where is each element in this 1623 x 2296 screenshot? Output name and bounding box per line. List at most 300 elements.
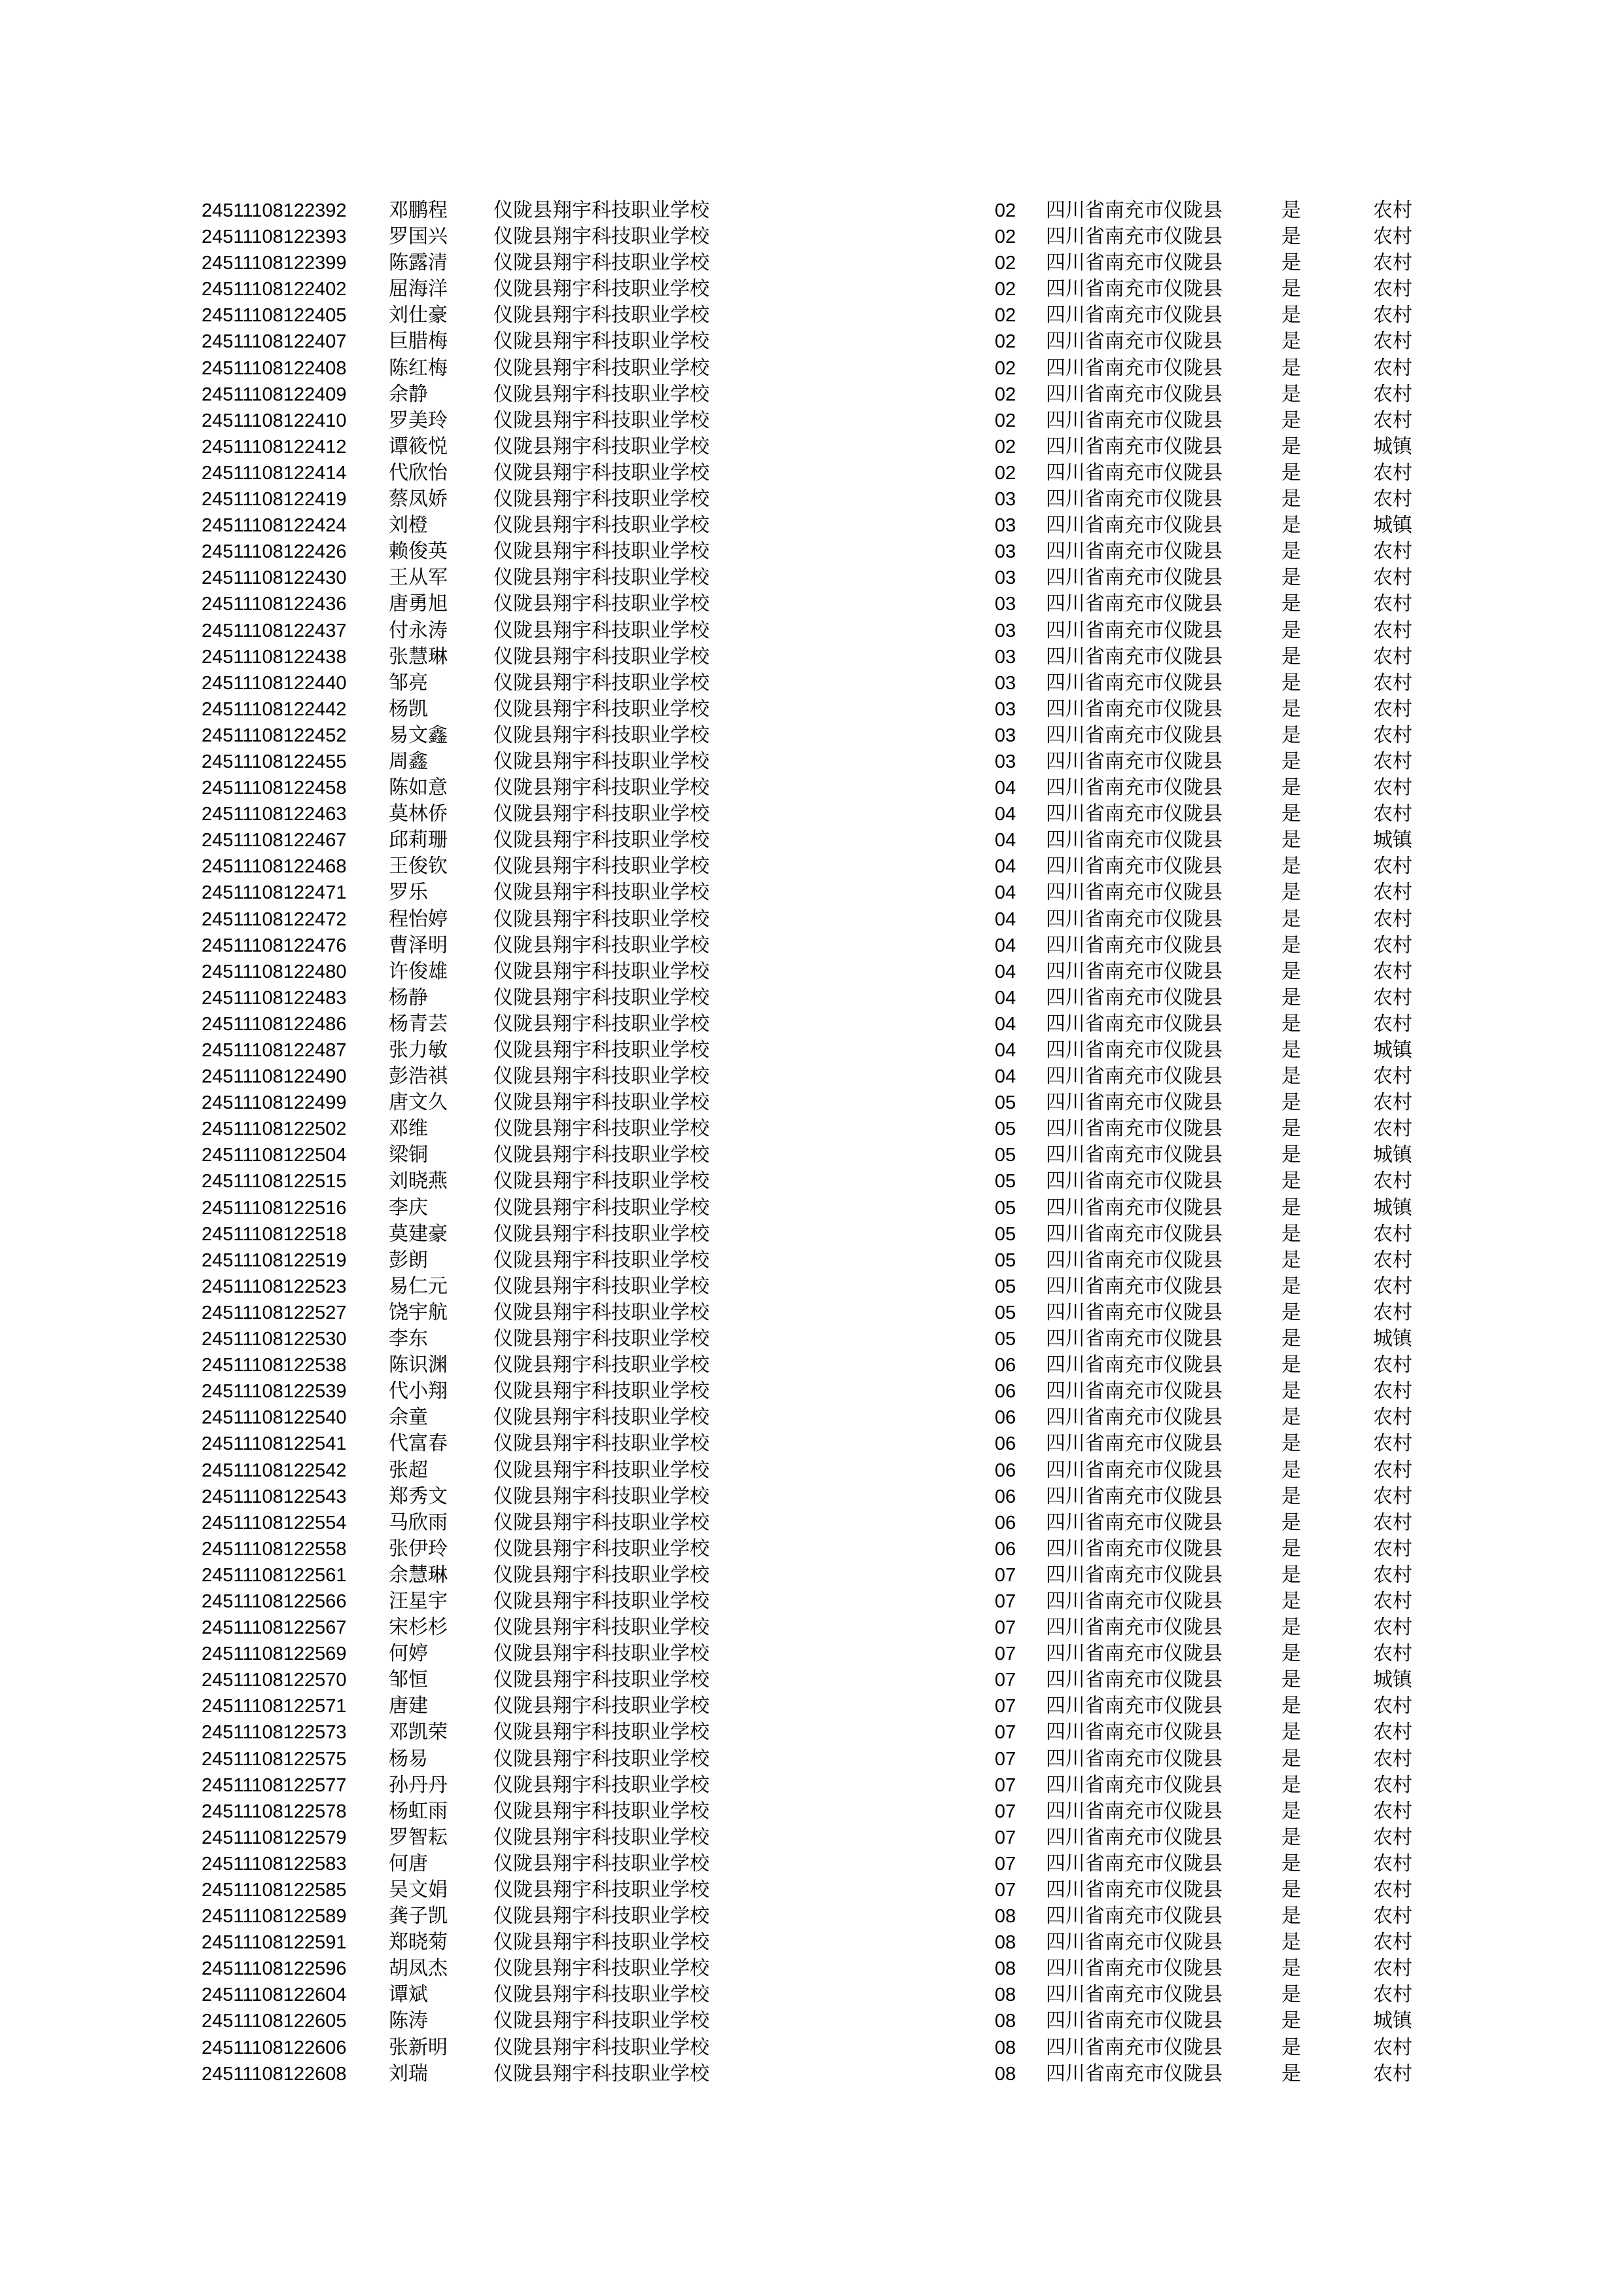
student-name: 邓维 [389, 1117, 428, 1141]
student-id: 24511108122419 [202, 489, 347, 511]
eligibility-flag: 是 [1281, 225, 1301, 249]
household-type: 农村 [1373, 1957, 1412, 1981]
student-name: 谭筱悦 [389, 435, 448, 458]
eligibility-flag: 是 [1281, 1039, 1301, 1062]
student-id: 24511108122539 [202, 1381, 347, 1403]
student-name: 赖俊英 [389, 540, 448, 564]
household-type: 农村 [1373, 1511, 1412, 1534]
student-name: 唐勇旭 [389, 592, 448, 616]
student-name: 巨腊梅 [389, 330, 448, 353]
student-name: 胡凤杰 [389, 1957, 448, 1981]
student-id: 24511108122426 [202, 541, 347, 563]
household-type: 农村 [1373, 1616, 1412, 1640]
student-id: 24511108122414 [202, 462, 347, 484]
table-row [202, 565, 1419, 591]
household-address: 四川省南充市仪陇县 [1046, 461, 1222, 484]
table-row [202, 1037, 1419, 1064]
student-name: 唐文久 [389, 1091, 448, 1115]
household-type: 农村 [1373, 251, 1412, 275]
class-number: 04 [995, 804, 1016, 825]
eligibility-flag: 是 [1281, 1773, 1301, 1797]
school-name: 仪陇县翔宇科技职业学校 [493, 2009, 709, 2033]
household-address: 四川省南充市仪陇县 [1046, 1354, 1222, 1377]
student-id: 24511108122569 [202, 1643, 347, 1665]
school-name: 仪陇县翔宇科技职业学校 [493, 251, 709, 275]
class-number: 02 [995, 279, 1016, 300]
student-id: 24511108122409 [202, 384, 347, 405]
school-name: 仪陇县翔宇科技职业学校 [493, 304, 709, 327]
student-id: 24511108122540 [202, 1407, 347, 1429]
class-number: 05 [995, 1249, 1016, 1271]
student-name: 郑秀文 [389, 1484, 448, 1508]
household-address: 四川省南充市仪陇县 [1046, 907, 1222, 931]
eligibility-flag: 是 [1281, 1091, 1301, 1115]
household-address: 四川省南充市仪陇县 [1046, 488, 1222, 511]
school-name: 仪陇县翔宇科技职业学校 [493, 1327, 709, 1351]
household-type: 农村 [1373, 960, 1412, 983]
class-number: 02 [995, 305, 1016, 327]
household-address: 四川省南充市仪陇县 [1046, 2009, 1222, 2033]
class-number: 07 [995, 1564, 1016, 1586]
student-name: 张超 [389, 1458, 428, 1482]
school-name: 仪陇县翔宇科技职业学校 [493, 592, 709, 616]
table-row [202, 1799, 1419, 1825]
student-id: 24511108122405 [202, 305, 347, 327]
household-type: 农村 [1373, 330, 1412, 353]
table-row [202, 1274, 1419, 1300]
student-id: 24511108122393 [202, 226, 347, 248]
household-address: 四川省南充市仪陇县 [1046, 723, 1222, 747]
student-name: 郑晓菊 [389, 1931, 448, 1954]
household-address: 四川省南充市仪陇县 [1046, 881, 1222, 905]
student-name: 易文鑫 [389, 723, 448, 747]
eligibility-flag: 是 [1281, 2009, 1301, 2033]
household-type: 农村 [1373, 2062, 1412, 2085]
eligibility-flag: 是 [1281, 1983, 1301, 2007]
school-name: 仪陇县翔宇科技职业学校 [493, 1589, 709, 1613]
household-type: 农村 [1373, 1905, 1412, 1928]
class-number: 05 [995, 1092, 1016, 1114]
student-name: 唐建 [389, 1695, 428, 1718]
eligibility-flag: 是 [1281, 1589, 1301, 1613]
household-type: 农村 [1373, 1274, 1412, 1298]
school-name: 仪陇县翔宇科技职业学校 [493, 1563, 709, 1587]
school-name: 仪陇县翔宇科技职业学校 [493, 1012, 709, 1035]
household-type: 城镇 [1373, 1143, 1412, 1167]
class-number: 03 [995, 751, 1016, 772]
school-name: 仪陇县翔宇科技职业学校 [493, 776, 709, 800]
eligibility-flag: 是 [1281, 1511, 1301, 1534]
household-address: 四川省南充市仪陇县 [1046, 1380, 1222, 1403]
class-number: 08 [995, 2037, 1016, 2058]
table-row [202, 382, 1419, 408]
student-name: 汪星宇 [389, 1589, 448, 1613]
class-number: 04 [995, 935, 1016, 956]
household-type: 农村 [1373, 723, 1412, 747]
household-type: 农村 [1373, 1065, 1412, 1088]
household-address: 四川省南充市仪陇县 [1046, 1799, 1222, 1823]
household-address: 四川省南充市仪陇县 [1046, 1170, 1222, 1193]
table-row [202, 1772, 1419, 1799]
student-id: 24511108122436 [202, 594, 347, 615]
student-id: 24511108122523 [202, 1276, 347, 1297]
household-address: 四川省南充市仪陇县 [1046, 225, 1222, 249]
table-row [202, 276, 1419, 302]
school-name: 仪陇县翔宇科技职业学校 [493, 1878, 709, 1901]
household-address: 四川省南充市仪陇县 [1046, 1642, 1222, 1666]
class-number: 06 [995, 1512, 1016, 1534]
student-id: 24511108122502 [202, 1119, 347, 1140]
student-name: 龚子凯 [389, 1905, 448, 1928]
household-type: 农村 [1373, 1170, 1412, 1193]
school-name: 仪陇县翔宇科技职业学校 [493, 1406, 709, 1429]
household-address: 四川省南充市仪陇县 [1046, 1721, 1222, 1744]
table-row [202, 302, 1419, 329]
student-name: 彭浩祺 [389, 1065, 448, 1088]
household-address: 四川省南充市仪陇县 [1046, 1196, 1222, 1219]
student-name: 张慧琳 [389, 645, 448, 668]
eligibility-flag: 是 [1281, 1274, 1301, 1298]
class-number: 04 [995, 987, 1016, 1009]
student-name: 陈涛 [389, 2009, 428, 2033]
eligibility-flag: 是 [1281, 723, 1301, 747]
household-address: 四川省南充市仪陇县 [1046, 1825, 1222, 1849]
school-name: 仪陇县翔宇科技职业学校 [493, 278, 709, 301]
class-number: 02 [995, 384, 1016, 405]
student-name: 张新明 [389, 2036, 448, 2059]
eligibility-flag: 是 [1281, 1799, 1301, 1823]
table-row [202, 1142, 1419, 1168]
household-type: 农村 [1373, 1380, 1412, 1403]
student-name: 易仁元 [389, 1274, 448, 1298]
student-name: 马欣雨 [389, 1511, 448, 1534]
household-address: 四川省南充市仪陇县 [1046, 1563, 1222, 1587]
class-number: 05 [995, 1145, 1016, 1166]
school-name: 仪陇县翔宇科技职业学校 [493, 566, 709, 590]
household-address: 四川省南充市仪陇县 [1046, 619, 1222, 642]
household-type: 农村 [1373, 408, 1412, 432]
student-name: 刘仕豪 [389, 304, 448, 327]
table-row [202, 1877, 1419, 1903]
student-id: 24511108122566 [202, 1590, 347, 1612]
household-type: 农村 [1373, 304, 1412, 327]
student-id: 24511108122583 [202, 1853, 347, 1874]
student-id: 24511108122585 [202, 1880, 347, 1901]
student-id: 24511108122516 [202, 1197, 347, 1219]
class-number: 07 [995, 1827, 1016, 1848]
class-number: 02 [995, 253, 1016, 274]
school-name: 仪陇县翔宇科技职业学校 [493, 1721, 709, 1744]
household-type: 农村 [1373, 671, 1412, 694]
eligibility-flag: 是 [1281, 1432, 1301, 1456]
household-type: 农村 [1373, 1484, 1412, 1508]
student-id: 24511108122483 [202, 987, 347, 1009]
household-address: 四川省南充市仪陇县 [1046, 1983, 1222, 2007]
household-address: 四川省南充市仪陇县 [1046, 1327, 1222, 1351]
household-type: 农村 [1373, 2036, 1412, 2059]
class-number: 08 [995, 1958, 1016, 1980]
student-name: 孙丹丹 [389, 1773, 448, 1797]
household-address: 四川省南充市仪陇县 [1046, 514, 1222, 537]
household-address: 四川省南充市仪陇县 [1046, 1931, 1222, 1954]
student-id: 24511108122561 [202, 1564, 347, 1586]
student-name: 饶宇航 [389, 1300, 448, 1324]
student-name: 谭斌 [389, 1983, 428, 2007]
table-row [202, 1615, 1419, 1641]
eligibility-flag: 是 [1281, 1327, 1301, 1351]
class-number: 08 [995, 1906, 1016, 1928]
student-name: 王俊钦 [389, 855, 448, 878]
class-number: 07 [995, 1696, 1016, 1717]
table-row [202, 1011, 1419, 1037]
table-row [202, 250, 1419, 276]
student-name: 刘晓燕 [389, 1170, 448, 1193]
student-name: 罗美玲 [389, 408, 448, 432]
eligibility-flag: 是 [1281, 855, 1301, 878]
household-address: 四川省南充市仪陇县 [1046, 1039, 1222, 1062]
table-row [202, 1064, 1419, 1090]
student-id: 24511108122541 [202, 1433, 347, 1455]
household-address: 四川省南充市仪陇县 [1046, 251, 1222, 275]
household-type: 农村 [1373, 855, 1412, 878]
school-name: 仪陇县翔宇科技职业学校 [493, 645, 709, 668]
student-id: 24511108122518 [202, 1223, 347, 1245]
table-row [202, 670, 1419, 696]
household-type: 农村 [1373, 1563, 1412, 1587]
class-number: 03 [995, 620, 1016, 641]
eligibility-flag: 是 [1281, 1143, 1301, 1167]
student-id: 24511108122430 [202, 567, 347, 589]
household-type: 农村 [1373, 1799, 1412, 1823]
student-id: 24511108122467 [202, 830, 347, 852]
household-type: 农村 [1373, 1642, 1412, 1666]
student-name: 彭朗 [389, 1248, 428, 1272]
eligibility-flag: 是 [1281, 645, 1301, 668]
table-row [202, 1378, 1419, 1405]
household-address: 四川省南充市仪陇县 [1046, 356, 1222, 380]
household-address: 四川省南充市仪陇县 [1046, 829, 1222, 852]
eligibility-flag: 是 [1281, 1905, 1301, 1928]
eligibility-flag: 是 [1281, 1458, 1301, 1482]
class-number: 03 [995, 672, 1016, 694]
eligibility-flag: 是 [1281, 1825, 1301, 1849]
school-name: 仪陇县翔宇科技职业学校 [493, 330, 709, 353]
household-address: 四川省南充市仪陇县 [1046, 986, 1222, 1009]
student-id: 24511108122605 [202, 2011, 347, 2032]
household-address: 四川省南充市仪陇县 [1046, 1852, 1222, 1875]
student-id: 24511108122596 [202, 1958, 347, 1980]
school-name: 仪陇县翔宇科技职业学校 [493, 1983, 709, 2007]
class-number: 06 [995, 1407, 1016, 1429]
household-address: 四川省南充市仪陇县 [1046, 697, 1222, 721]
school-name: 仪陇县翔宇科技职业学校 [493, 1380, 709, 1403]
class-number: 07 [995, 1801, 1016, 1822]
eligibility-flag: 是 [1281, 881, 1301, 905]
class-number: 04 [995, 1040, 1016, 1061]
table-row [202, 1300, 1419, 1326]
class-number: 03 [995, 489, 1016, 511]
household-type: 农村 [1373, 1406, 1412, 1429]
student-name: 王从军 [389, 566, 448, 590]
school-name: 仪陇县翔宇科技职业学校 [493, 1616, 709, 1640]
table-row [202, 591, 1419, 617]
table-row [202, 1562, 1419, 1588]
student-name: 张伊玲 [389, 1537, 448, 1560]
school-name: 仪陇县翔宇科技职业学校 [493, 1065, 709, 1088]
student-name: 邓鹏程 [389, 199, 448, 222]
eligibility-flag: 是 [1281, 408, 1301, 432]
household-address: 四川省南充市仪陇县 [1046, 1878, 1222, 1901]
student-id: 24511108122437 [202, 620, 347, 641]
eligibility-flag: 是 [1281, 1931, 1301, 1954]
student-name: 屈海洋 [389, 278, 448, 301]
student-id: 24511108122570 [202, 1670, 347, 1691]
household-address: 四川省南充市仪陇县 [1046, 1773, 1222, 1797]
table-row [202, 1982, 1419, 2008]
table-row [202, 1667, 1419, 1693]
school-name: 仪陇县翔宇科技职业学校 [493, 671, 709, 694]
eligibility-flag: 是 [1281, 933, 1301, 957]
household-type: 农村 [1373, 1117, 1412, 1141]
eligibility-flag: 是 [1281, 2062, 1301, 2085]
student-id: 24511108122571 [202, 1696, 347, 1717]
class-number: 07 [995, 1880, 1016, 1901]
student-id: 24511108122392 [202, 200, 347, 221]
table-row [202, 906, 1419, 933]
school-name: 仪陇县翔宇科技职业学校 [493, 1484, 709, 1508]
household-address: 四川省南充市仪陇县 [1046, 382, 1222, 406]
household-type: 农村 [1373, 1248, 1412, 1272]
household-address: 四川省南充市仪陇县 [1046, 1695, 1222, 1718]
table-row [202, 224, 1419, 250]
household-type: 农村 [1373, 645, 1412, 668]
student-name: 代小翔 [389, 1380, 448, 1403]
household-address: 四川省南充市仪陇县 [1046, 1537, 1222, 1560]
eligibility-flag: 是 [1281, 697, 1301, 721]
eligibility-flag: 是 [1281, 461, 1301, 484]
class-number: 07 [995, 1617, 1016, 1639]
table-row [202, 1588, 1419, 1615]
table-row [202, 1510, 1419, 1536]
student-id: 24511108122515 [202, 1171, 347, 1193]
household-type: 城镇 [1373, 829, 1412, 852]
school-name: 仪陇县翔宇科技职业学校 [493, 960, 709, 983]
eligibility-flag: 是 [1281, 251, 1301, 275]
student-name: 刘橙 [389, 514, 428, 537]
eligibility-flag: 是 [1281, 382, 1301, 406]
table-row [202, 1168, 1419, 1194]
table-row [202, 2035, 1419, 2061]
eligibility-flag: 是 [1281, 1012, 1301, 1035]
student-id: 24511108122486 [202, 1013, 347, 1035]
eligibility-flag: 是 [1281, 1484, 1301, 1508]
student-id: 24511108122519 [202, 1249, 347, 1271]
eligibility-flag: 是 [1281, 1065, 1301, 1088]
household-address: 四川省南充市仪陇县 [1046, 278, 1222, 301]
student-id: 24511108122476 [202, 935, 347, 956]
student-id: 24511108122452 [202, 725, 347, 746]
household-type: 农村 [1373, 1852, 1412, 1875]
student-name: 何唐 [389, 1852, 428, 1875]
household-address: 四川省南充市仪陇县 [1046, 2062, 1222, 2085]
school-name: 仪陇县翔宇科技职业学校 [493, 225, 709, 249]
household-address: 四川省南充市仪陇县 [1046, 1012, 1222, 1035]
student-id: 24511108122554 [202, 1512, 347, 1534]
student-name: 陈红梅 [389, 356, 448, 380]
school-name: 仪陇县翔宇科技职业学校 [493, 1799, 709, 1823]
table-row [202, 434, 1419, 460]
eligibility-flag: 是 [1281, 1354, 1301, 1377]
class-number: 04 [995, 961, 1016, 982]
household-address: 四川省南充市仪陇县 [1046, 199, 1222, 222]
class-number: 07 [995, 1590, 1016, 1612]
school-name: 仪陇县翔宇科技职业学校 [493, 1642, 709, 1666]
student-id: 24511108122468 [202, 856, 347, 878]
household-address: 四川省南充市仪陇县 [1046, 1432, 1222, 1456]
household-type: 农村 [1373, 619, 1412, 642]
student-name: 罗智耘 [389, 1825, 448, 1849]
table-row [202, 1247, 1419, 1274]
school-name: 仪陇县翔宇科技职业学校 [493, 986, 709, 1009]
school-name: 仪陇县翔宇科技职业学校 [493, 1825, 709, 1849]
household-address: 四川省南充市仪陇县 [1046, 1589, 1222, 1613]
household-address: 四川省南充市仪陇县 [1046, 1458, 1222, 1482]
school-name: 仪陇县翔宇科技职业学校 [493, 514, 709, 537]
student-name: 蔡凤娇 [389, 488, 448, 511]
school-name: 仪陇县翔宇科技职业学校 [493, 619, 709, 642]
table-row [202, 749, 1419, 775]
household-address: 四川省南充市仪陇县 [1046, 1616, 1222, 1640]
student-name: 刘瑞 [389, 2062, 428, 2085]
table-row [202, 853, 1419, 880]
class-number: 04 [995, 882, 1016, 904]
eligibility-flag: 是 [1281, 1248, 1301, 1272]
school-name: 仪陇县翔宇科技职业学校 [493, 749, 709, 773]
household-type: 农村 [1373, 986, 1412, 1009]
household-address: 四川省南充市仪陇县 [1046, 1511, 1222, 1534]
school-name: 仪陇县翔宇科技职业学校 [493, 1537, 709, 1560]
eligibility-flag: 是 [1281, 1957, 1301, 1981]
class-number: 02 [995, 331, 1016, 353]
student-name: 代欣怡 [389, 461, 448, 484]
table-row [202, 1195, 1419, 1221]
school-name: 仪陇县翔宇科技职业学校 [493, 1091, 709, 1115]
class-number: 07 [995, 1722, 1016, 1744]
eligibility-flag: 是 [1281, 1406, 1301, 1429]
table-row [202, 512, 1419, 539]
household-address: 四川省南充市仪陇县 [1046, 304, 1222, 327]
class-number: 08 [995, 1984, 1016, 2006]
household-type: 农村 [1373, 1721, 1412, 1744]
household-address: 四川省南充市仪陇县 [1046, 330, 1222, 353]
table-row [202, 880, 1419, 906]
household-address: 四川省南充市仪陇县 [1046, 671, 1222, 694]
school-name: 仪陇县翔宇科技职业学校 [493, 1931, 709, 1954]
household-type: 农村 [1373, 356, 1412, 380]
student-id: 24511108122573 [202, 1722, 347, 1744]
household-type: 农村 [1373, 1773, 1412, 1797]
household-type: 农村 [1373, 488, 1412, 511]
school-name: 仪陇县翔宇科技职业学校 [493, 1905, 709, 1928]
household-address: 四川省南充市仪陇县 [1046, 749, 1222, 773]
table-row [202, 985, 1419, 1011]
household-address: 四川省南充市仪陇县 [1046, 1747, 1222, 1770]
class-number: 04 [995, 830, 1016, 852]
student-id: 24511108122472 [202, 908, 347, 930]
household-address: 四川省南充市仪陇县 [1046, 1957, 1222, 1981]
school-name: 仪陇县翔宇科技职业学校 [493, 723, 709, 747]
school-name: 仪陇县翔宇科技职业学校 [493, 1695, 709, 1718]
